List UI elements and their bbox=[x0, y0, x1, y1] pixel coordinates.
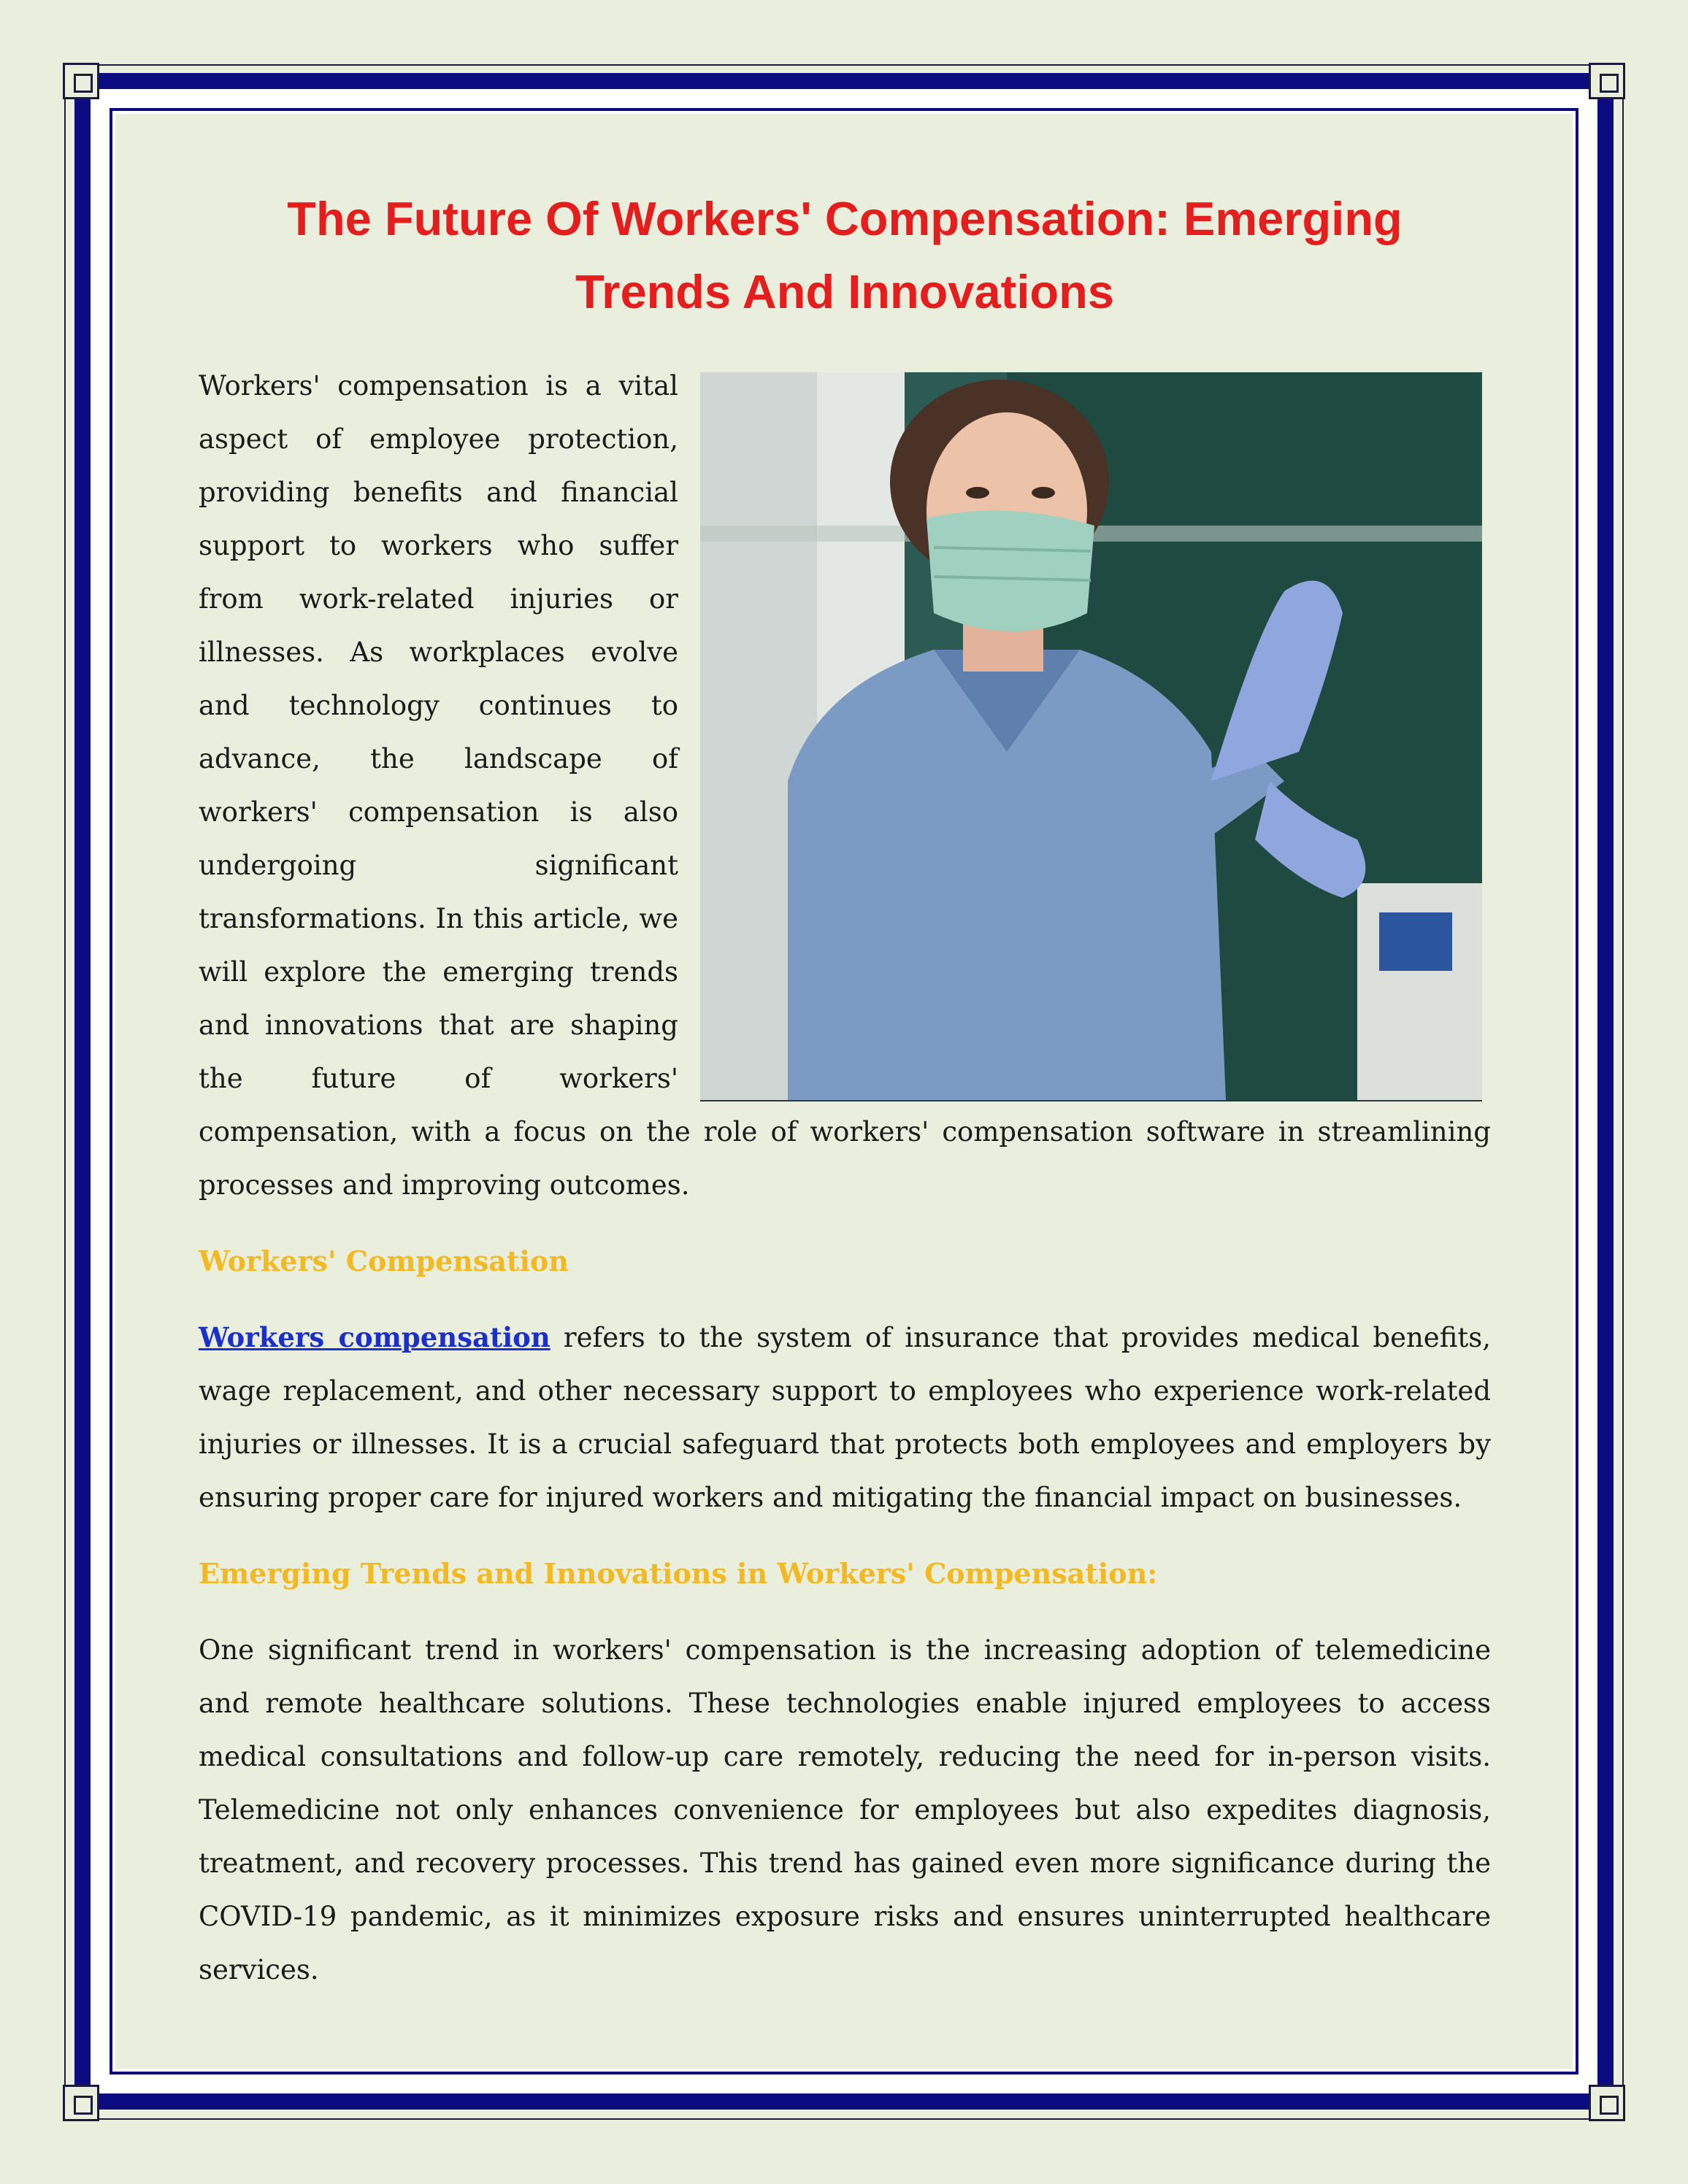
intro-paragraph: Workers' compensation is a vital aspect of employee protection, providing benefits and financial support to workers who suffer from work-related injuries or illnesses. As workplaces evolve and technology continues to advance, the landscape of workers' compensation is also undergoing significant transformations. In this article, we will explore the emerging trends and innovations that are shaping the future of workers' compensation, with a focus on the role of workers' compensation software in streamlining processes and improving outcomes. bbox=[199, 370, 1491, 1201]
workers-compensation-paragraph bbox=[199, 1311, 1491, 1524]
nurse-photo-illustration bbox=[700, 372, 1482, 1100]
intro-section bbox=[199, 359, 1491, 1212]
corner-ornament-top-left bbox=[63, 63, 99, 99]
title-line-1: The Future Of Workers' Compensation: Emerging bbox=[287, 192, 1403, 245]
nurse-photo bbox=[700, 372, 1482, 1101]
title-line-2: Trends And Innovations bbox=[575, 265, 1114, 318]
section-heading-emerging-trends: Emerging Trends and Innovations in Workers' Compensation: bbox=[199, 1557, 1158, 1590]
workers-compensation-link[interactable]: Workers compensation bbox=[199, 1321, 550, 1353]
section-heading-workers-compensation: Workers' Compensation bbox=[199, 1245, 569, 1277]
workers-compensation-text: refers to the system of insurance that provides medical benefits, wage replacement, and other necessary support to employees who experience work-related injuries or illnesses. It is a crucial safeguard that protects both employees and employers by ensuring proper care for injured workers and mitigating the financial impact on businesses. bbox=[199, 1322, 1491, 1513]
corner-ornament-bottom-right bbox=[1589, 2085, 1625, 2121]
document-page bbox=[199, 182, 1491, 1996]
corner-ornament-bottom-left bbox=[63, 2085, 99, 2121]
page-title bbox=[169, 182, 1520, 328]
emerging-trends-paragraph: One significant trend in workers' compensation is the increasing adoption of telemedicine and remote healthcare solutions. These technologies enable injured employees to access medical consultations and follow-up care remotely, reducing the need for in-person visits. Telemedicine not only enhances convenience for employees but also expedites diagnosis, treatment, and recovery processes. This trend has gained even more significance during the COVID-19 pandemic, as it minimizes exposure risks and ensures uninterrupted healthcare services. bbox=[199, 1634, 1491, 1985]
corner-ornament-top-right bbox=[1589, 63, 1625, 99]
